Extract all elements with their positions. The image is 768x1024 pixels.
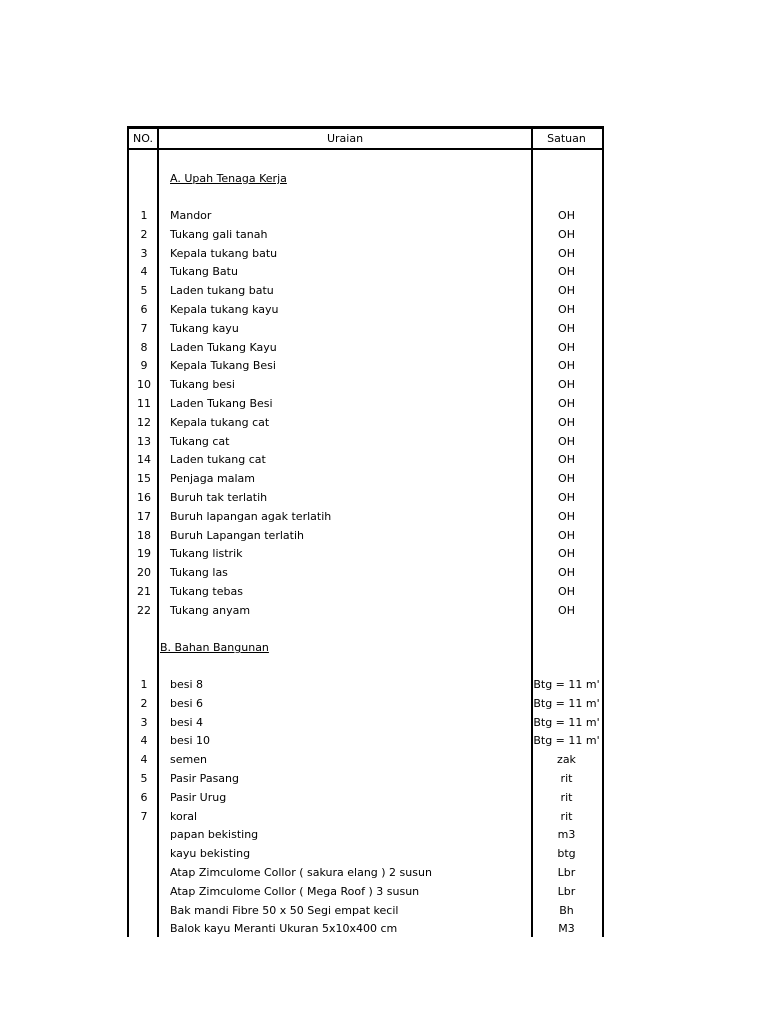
row-number: 21 <box>137 585 151 598</box>
row-number: 1 <box>140 678 148 691</box>
row-number: 3 <box>140 715 148 729</box>
row-uraian: Tukang tebas <box>170 585 243 598</box>
row-uraian: Laden Tukang Besi <box>170 397 273 410</box>
row-satuan: m3 <box>557 828 576 842</box>
row-number: 14 <box>137 453 151 467</box>
row-satuan: OH <box>558 209 575 222</box>
row-satuan: rit <box>560 772 573 785</box>
row-uraian: Pasir Urug <box>170 790 227 804</box>
row-number: 6 <box>140 303 148 316</box>
row-uraian: besi 8 <box>170 678 204 691</box>
row-uraian: Atap Zimculome Collor ( sakura elang ) 2 susun <box>170 866 432 879</box>
row-satuan: OH <box>558 359 575 373</box>
row-satuan: Lbr <box>557 866 576 879</box>
row-satuan: OH <box>558 321 575 335</box>
row-satuan: rit <box>560 809 573 823</box>
row-satuan: OH <box>558 340 575 354</box>
row-satuan: OH <box>558 491 575 504</box>
row-satuan: OH <box>558 378 575 392</box>
row-number: 19 <box>137 547 151 561</box>
row-uraian: semen <box>170 753 207 767</box>
row-uraian: Tukang anyam <box>170 603 251 617</box>
row-uraian: besi 10 <box>170 734 211 748</box>
row-satuan: OH <box>558 303 575 316</box>
row-satuan: OH <box>558 227 575 241</box>
row-number: 15 <box>137 472 151 486</box>
row-satuan: zak <box>557 753 576 767</box>
row-uraian: Laden Tukang Kayu <box>170 340 277 354</box>
row-uraian: Kepala Tukang Besi <box>170 359 276 373</box>
section-title-a: A. Upah Tenaga Kerja <box>170 172 287 185</box>
row-number: 1 <box>140 209 148 222</box>
row-satuan: rit <box>560 790 573 804</box>
header-divider <box>129 148 602 150</box>
row-number: 5 <box>140 772 148 785</box>
row-uraian: Kepala tukang cat <box>170 415 270 429</box>
row-uraian: Atap Zimculome Collor ( Mega Roof ) 3 susun <box>170 884 420 898</box>
section-title-b: B. Bahan Bangunan <box>160 641 269 654</box>
row-satuan: OH <box>558 434 575 448</box>
row-satuan: btg <box>557 847 576 861</box>
row-number: 20 <box>137 566 151 580</box>
header-satuan: Satuan <box>547 132 586 145</box>
row-number: 16 <box>137 491 151 504</box>
row-number: 8 <box>140 340 148 354</box>
row-number: 2 <box>140 696 148 710</box>
row-number: 18 <box>137 528 151 542</box>
row-uraian: Penjaga malam <box>170 472 255 486</box>
row-uraian: Pasir Pasang <box>170 772 239 785</box>
row-uraian: Tukang kayu <box>170 321 239 335</box>
row-satuan: Btg = 11 m' <box>533 696 600 710</box>
row-number: 4 <box>140 265 148 279</box>
row-satuan: OH <box>558 585 575 598</box>
row-satuan: OH <box>558 472 575 486</box>
row-uraian: Buruh lapangan agak terlatih <box>170 509 332 523</box>
row-uraian: Tukang besi <box>170 378 235 392</box>
row-uraian: koral <box>170 809 198 823</box>
row-number: 10 <box>137 378 151 392</box>
row-uraian: besi 6 <box>170 696 204 710</box>
row-satuan: OH <box>558 528 575 542</box>
row-number: 22 <box>137 603 151 617</box>
row-number: 5 <box>140 284 148 298</box>
row-satuan: OH <box>558 397 575 410</box>
row-uraian: besi 4 <box>170 715 204 729</box>
row-number: 17 <box>137 509 151 523</box>
header-no: NO. <box>133 132 153 145</box>
row-number: 2 <box>140 227 148 241</box>
row-uraian: Laden tukang batu <box>170 284 274 298</box>
row-number: 6 <box>140 790 148 804</box>
row-satuan: Btg = 11 m' <box>533 734 600 748</box>
row-uraian: Buruh tak terlatih <box>170 491 268 504</box>
row-uraian: papan bekisting <box>170 828 259 842</box>
row-uraian: Buruh Lapangan terlatih <box>170 528 304 542</box>
row-satuan: OH <box>558 603 575 617</box>
row-uraian: Mandor <box>170 209 212 222</box>
row-number: 7 <box>140 809 148 823</box>
row-satuan: OH <box>558 284 575 298</box>
row-uraian: Tukang Batu <box>170 265 238 279</box>
row-uraian: Tukang listrik <box>170 547 243 561</box>
row-number: 9 <box>140 359 148 373</box>
header-uraian: Uraian <box>326 132 364 145</box>
row-number: 4 <box>140 734 148 748</box>
row-satuan: Btg = 11 m' <box>533 715 600 729</box>
row-number: 3 <box>140 246 148 260</box>
row-uraian: Bak mandi Fibre 50 x 50 Segi empat kecil <box>170 903 399 917</box>
row-satuan: OH <box>558 453 575 467</box>
row-uraian: Tukang gali tanah <box>170 227 268 241</box>
row-satuan: OH <box>558 415 575 429</box>
row-number: 12 <box>137 415 151 429</box>
row-satuan: OH <box>558 509 575 523</box>
row-satuan: M3 <box>558 922 575 936</box>
row-uraian: Laden tukang cat <box>170 453 266 467</box>
row-number: 11 <box>137 397 151 410</box>
row-uraian: Tukang las <box>170 566 228 580</box>
price-table <box>127 126 604 937</box>
row-uraian: kayu bekisting <box>170 847 251 861</box>
row-number: 13 <box>137 434 151 448</box>
row-satuan: OH <box>558 246 575 260</box>
row-uraian: Tukang cat <box>170 434 230 448</box>
row-satuan: Btg = 11 m' <box>533 678 600 691</box>
row-number: 4 <box>140 753 148 767</box>
row-uraian: Kepala tukang kayu <box>170 303 279 316</box>
row-number: 7 <box>140 321 148 335</box>
row-satuan: OH <box>558 566 575 580</box>
row-satuan: Lbr <box>557 884 576 898</box>
row-satuan: OH <box>558 547 575 561</box>
row-uraian: Balok kayu Meranti Ukuran 5x10x400 cm <box>170 922 398 936</box>
row-satuan: Bh <box>559 903 574 917</box>
row-satuan: OH <box>558 265 575 279</box>
row-uraian: Kepala tukang batu <box>170 246 278 260</box>
